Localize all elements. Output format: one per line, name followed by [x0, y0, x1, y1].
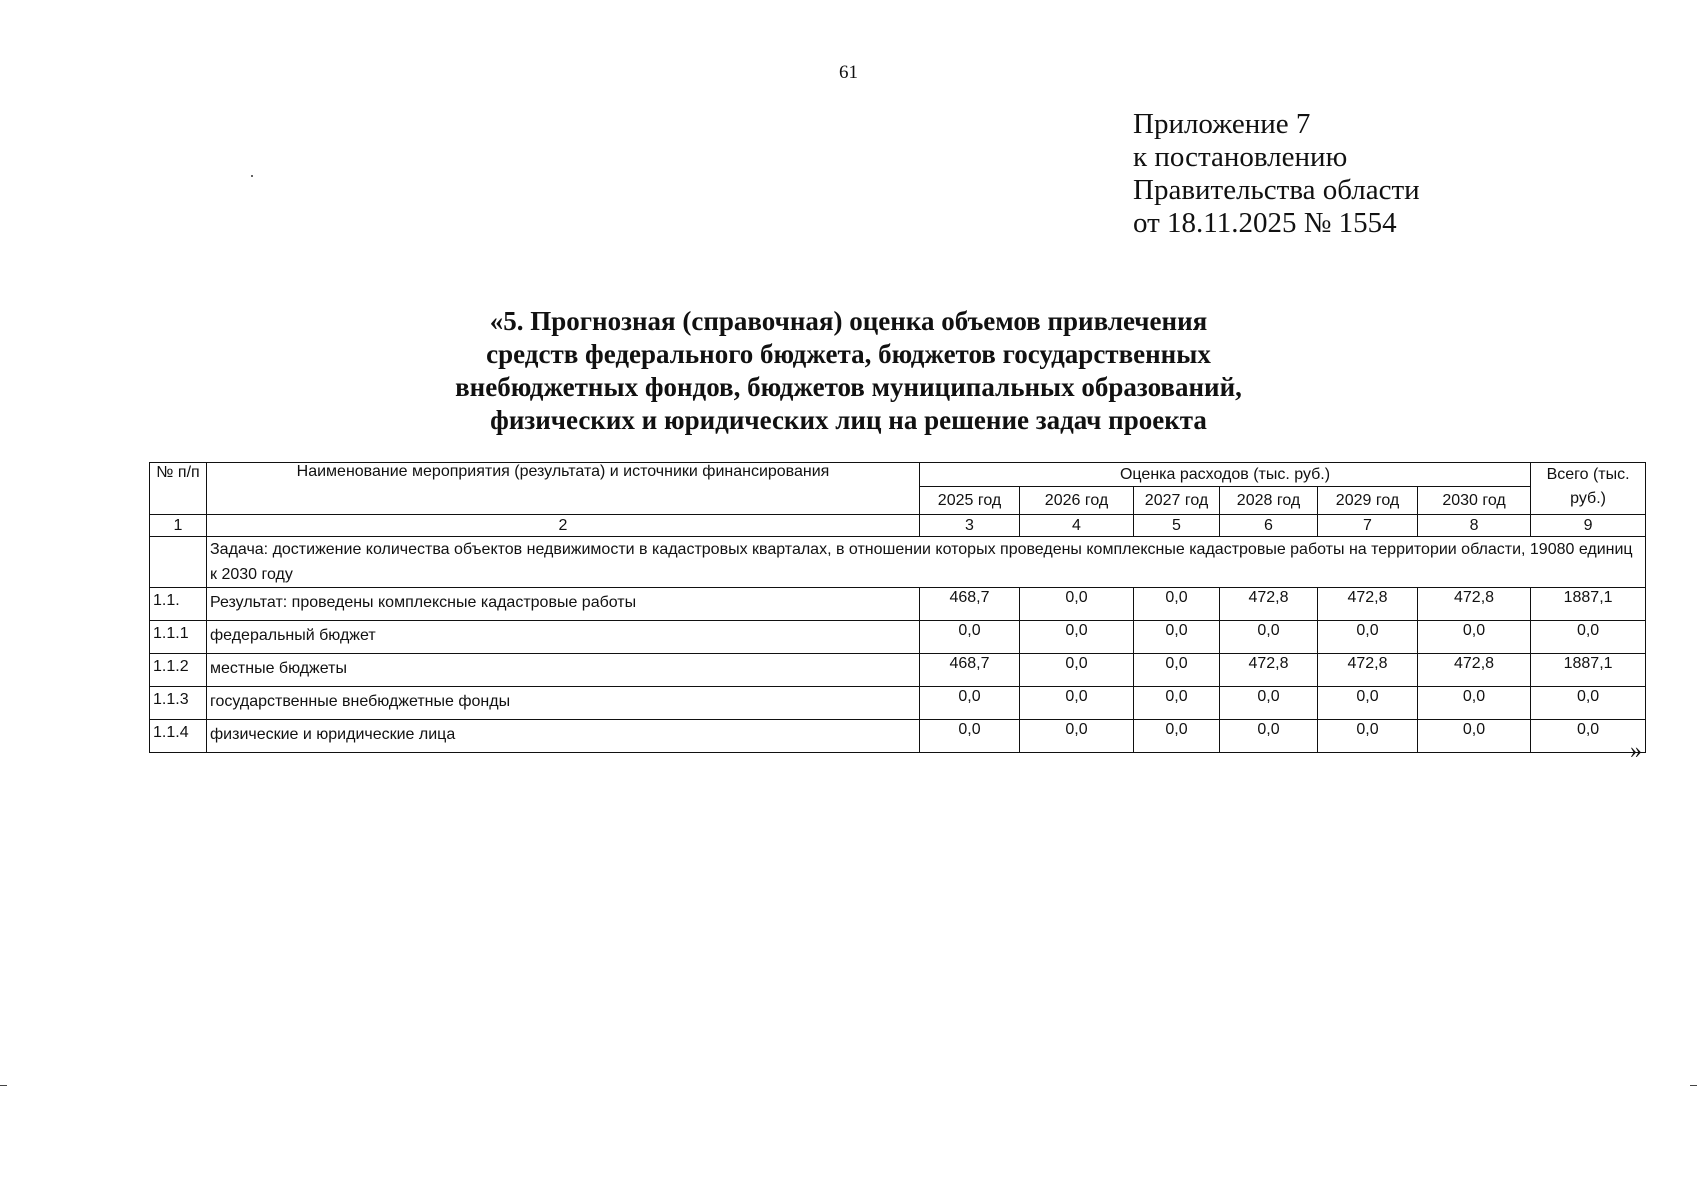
document-title	[0, 305, 1697, 437]
task-description: Задача: достижение количества объектов недвижимости в кадастровых кварталах, в отношении которых проведены комплексные кадастровые работы на территории области, 19080 единиц к 2030 году	[207, 537, 1646, 588]
value-2030: 0,0	[1418, 720, 1531, 753]
header-expense-estimate: Оценка расходов (тыс. руб.)	[920, 463, 1531, 487]
right-edge-mark	[1690, 1085, 1697, 1086]
value-2025: 0,0	[920, 687, 1020, 720]
header-total: Всего (тыс. руб.)	[1531, 463, 1646, 515]
value-2029: 0,0	[1318, 720, 1418, 753]
page-number: 61	[839, 62, 858, 83]
table-row	[150, 621, 1646, 654]
value-2029: 0,0	[1318, 687, 1418, 720]
value-2026: 0,0	[1020, 654, 1134, 687]
column-number: 4	[1020, 515, 1134, 537]
task-row	[150, 537, 1646, 588]
value-2026: 0,0	[1020, 621, 1134, 654]
financing-table	[149, 462, 1646, 753]
value-2026: 0,0	[1020, 687, 1134, 720]
row-number: 1.1.1	[150, 621, 207, 654]
value-2028: 0,0	[1220, 687, 1318, 720]
annex-line-2: к постановлению	[1133, 141, 1348, 173]
value-2028: 0,0	[1220, 621, 1318, 654]
task-num-cell	[150, 537, 207, 588]
value-2025: 468,7	[920, 654, 1020, 687]
value-2030: 472,8	[1418, 654, 1531, 687]
column-number: 6	[1220, 515, 1318, 537]
header-row-1	[150, 463, 1646, 487]
title-line-4: физических и юридических лиц на решение задач проекта	[490, 405, 1207, 435]
column-number: 3	[920, 515, 1020, 537]
annex-line-4: от 18.11.2025 № 1554	[1133, 207, 1397, 239]
header-num: № п/п	[150, 463, 207, 515]
value-2029: 472,8	[1318, 588, 1418, 621]
value-total: 0,0	[1531, 720, 1646, 753]
value-2026: 0,0	[1020, 720, 1134, 753]
row-number: 1.1.	[150, 588, 207, 621]
annex-block	[1133, 108, 1420, 240]
value-2029: 472,8	[1318, 654, 1418, 687]
value-2030: 0,0	[1418, 687, 1531, 720]
column-number-row	[150, 515, 1646, 537]
value-2028: 472,8	[1220, 654, 1318, 687]
value-total: 0,0	[1531, 687, 1646, 720]
value-2030: 472,8	[1418, 588, 1531, 621]
row-number: 1.1.2	[150, 654, 207, 687]
header-year: 2028 год	[1220, 487, 1318, 515]
row-number: 1.1.3	[150, 687, 207, 720]
title-line-3: внебюджетных фондов, бюджетов муниципальных образований,	[455, 372, 1242, 402]
value-2026: 0,0	[1020, 588, 1134, 621]
title-line-1: «5. Прогнозная (справочная) оценка объемов привлечения	[489, 306, 1208, 336]
value-2027: 0,0	[1134, 720, 1220, 753]
header-year: 2030 год	[1418, 487, 1531, 515]
table-row	[150, 720, 1646, 753]
header-year: 2026 год	[1020, 487, 1134, 515]
value-2027: 0,0	[1134, 687, 1220, 720]
table-row	[150, 588, 1646, 621]
title-line-2: средств федерального бюджета, бюджетов государственных	[486, 339, 1211, 369]
annex-line-3: Правительства области	[1133, 174, 1420, 206]
column-number: 9	[1531, 515, 1646, 537]
row-name: Результат: проведены комплексные кадастровые работы	[207, 588, 920, 621]
value-2027: 0,0	[1134, 654, 1220, 687]
value-total: 1887,1	[1531, 654, 1646, 687]
annex-line-1: Приложение 7	[1133, 108, 1311, 140]
header-year: 2025 год	[920, 487, 1020, 515]
value-2025: 0,0	[920, 621, 1020, 654]
header-name: Наименование мероприятия (результата) и источники финансирования	[207, 463, 920, 515]
value-total: 1887,1	[1531, 588, 1646, 621]
value-2028: 472,8	[1220, 588, 1318, 621]
value-2025: 0,0	[920, 720, 1020, 753]
value-2030: 0,0	[1418, 621, 1531, 654]
column-number: 8	[1418, 515, 1531, 537]
row-name: физические и юридические лица	[207, 720, 920, 753]
row-name: федеральный бюджет	[207, 621, 920, 654]
column-number: 1	[150, 515, 207, 537]
header-year: 2029 год	[1318, 487, 1418, 515]
row-name: местные бюджеты	[207, 654, 920, 687]
value-total: 0,0	[1531, 621, 1646, 654]
value-2027: 0,0	[1134, 588, 1220, 621]
scan-speck	[251, 175, 253, 177]
header-year: 2027 год	[1134, 487, 1220, 515]
column-number: 5	[1134, 515, 1220, 537]
value-2025: 468,7	[920, 588, 1020, 621]
value-2028: 0,0	[1220, 720, 1318, 753]
row-number: 1.1.4	[150, 720, 207, 753]
table-row	[150, 654, 1646, 687]
left-edge-mark	[0, 1085, 7, 1086]
value-2029: 0,0	[1318, 621, 1418, 654]
value-2027: 0,0	[1134, 621, 1220, 654]
column-number: 2	[207, 515, 920, 537]
column-number: 7	[1318, 515, 1418, 537]
closing-quote: »	[1630, 738, 1642, 764]
row-name: государственные внебюджетные фонды	[207, 687, 920, 720]
table-row	[150, 687, 1646, 720]
